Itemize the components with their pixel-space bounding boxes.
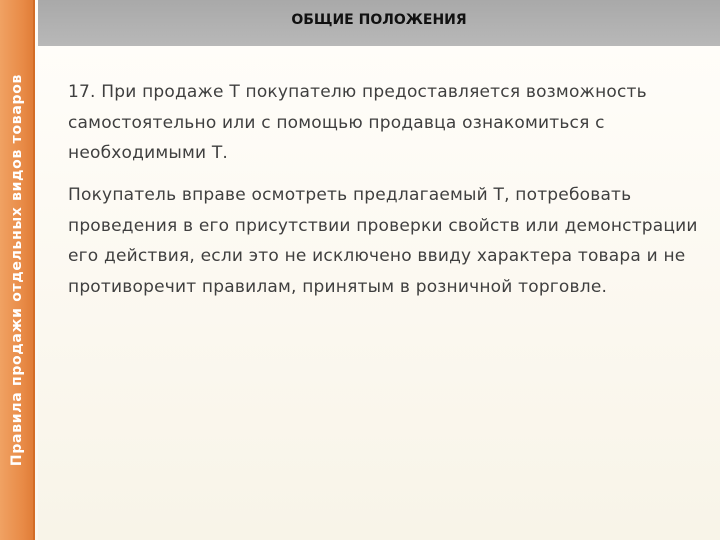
title-bar (38, 0, 720, 46)
paragraph-buyer-rights: Покупатель вправе осмотреть предлагаемый Т, потребовать проведения в его присутствии проверки свойств или демонстрации его действия, если это не исключено ввиду характера товара и не противоречит правилам, принятым в розничной торговле. (68, 185, 698, 297)
paragraph-17: 17. При продаже Т покупателю предоставляется возможность самостоятельно или с помощью продавца ознакомиться с необходимыми Т. (68, 82, 647, 163)
page-title: ОБЩИЕ ПОЛОЖЕНИЯ (291, 12, 467, 28)
sidebar-banner (0, 0, 35, 540)
sidebar-label: Правила продажи отдельных видов товаров (9, 73, 25, 467)
